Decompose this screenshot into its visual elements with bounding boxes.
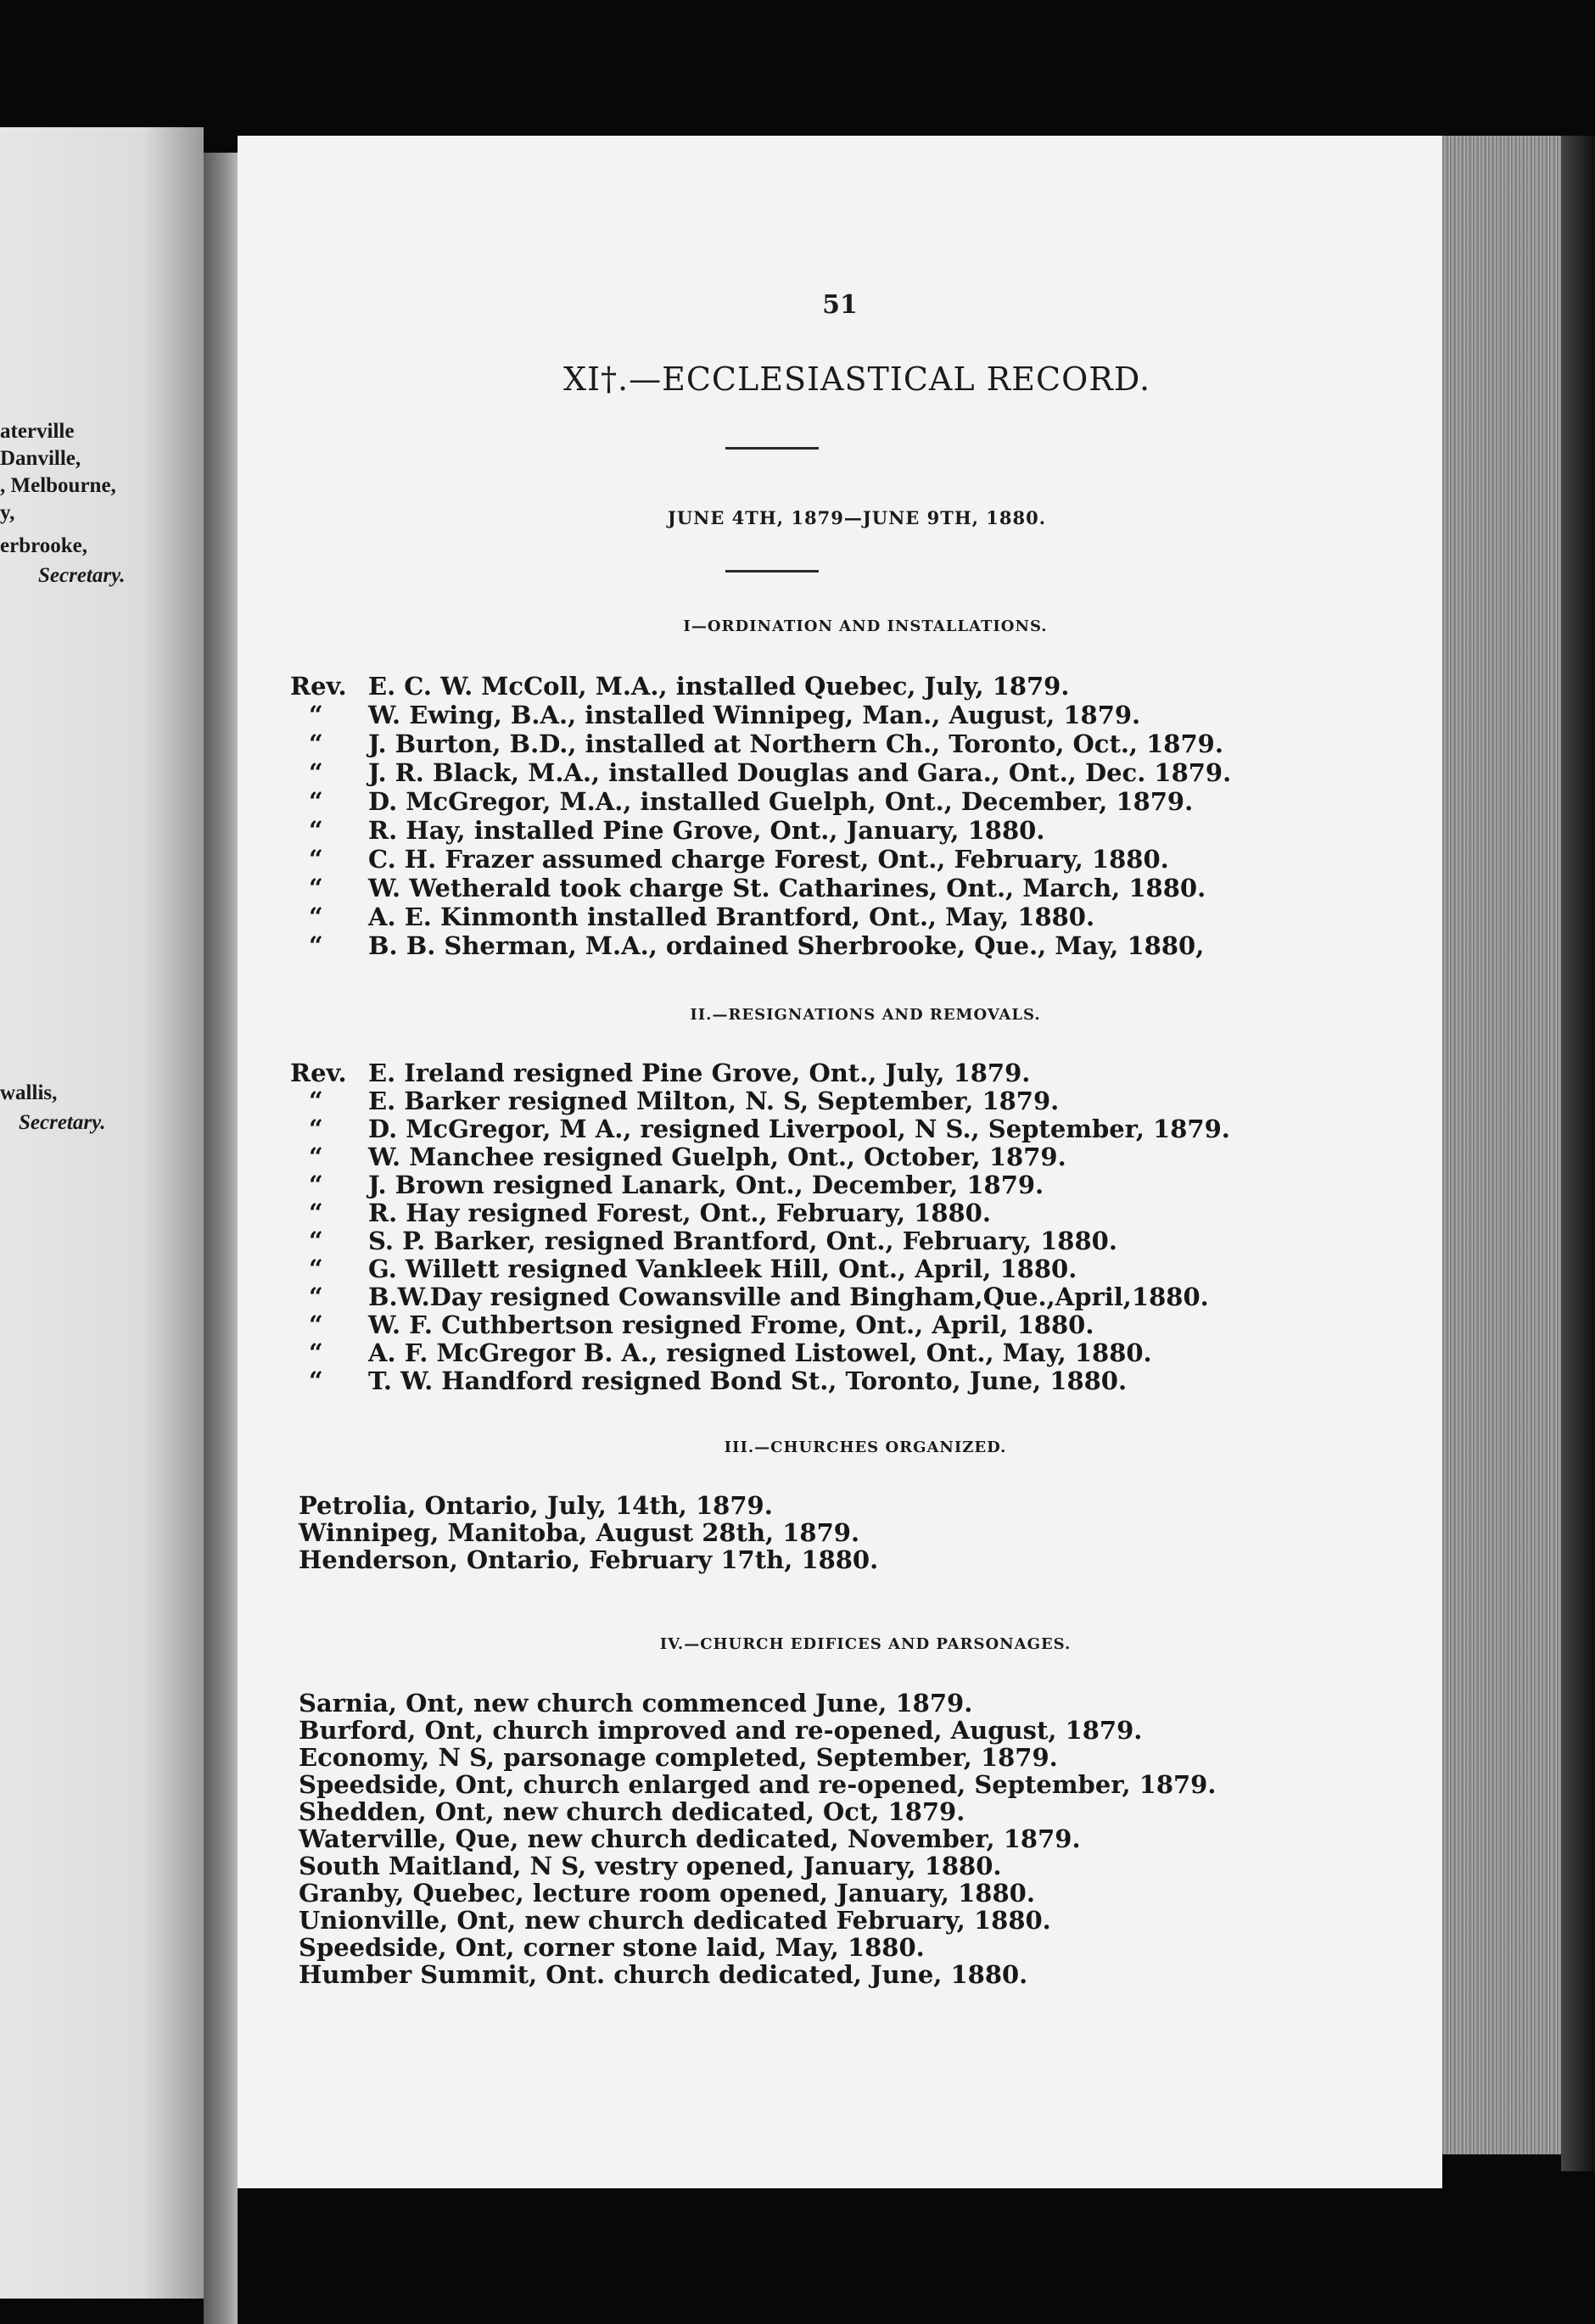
record-entry: “ J. Brown resigned Lanark, Ont., December, 1879. bbox=[290, 1170, 1044, 1199]
ditto-mark: “ bbox=[309, 816, 323, 845]
record-entry: Petrolia, Ontario, July, 14th, 1879. bbox=[299, 1491, 773, 1520]
ditto-mark: “ bbox=[309, 1254, 323, 1283]
record-entry: Burford, Ont, church improved and re-opened, August, 1879. bbox=[299, 1716, 1143, 1745]
ditto-mark: “ bbox=[309, 758, 323, 787]
record-entry: “ C. H. Frazer assumed charge Forest, Ont., February, 1880. bbox=[290, 845, 1169, 874]
record-entry: Shedden, Ont, new church dedicated, Oct, 1879. bbox=[299, 1797, 965, 1826]
ditto-mark: “ bbox=[309, 701, 323, 729]
record-entry: Unionville, Ont, new church dedicated February, 1880. bbox=[299, 1906, 1051, 1935]
record-entry: “ D. McGregor, M.A., installed Guelph, Ont., December, 1879. bbox=[290, 787, 1193, 816]
record-entry: “ J. Burton, B.D., installed at Northern Ch., Toronto, Oct., 1879. bbox=[290, 729, 1223, 758]
date-range: JUNE 4TH, 1879—JUNE 9TH, 1880. bbox=[667, 507, 1047, 528]
rev-prefix: Rev. bbox=[290, 1059, 347, 1087]
record-entry: Speedside, Ont, corner stone laid, May, 1880. bbox=[299, 1933, 925, 1962]
record-entry: “ W. Ewing, B.A., installed Winnipeg, Man., August, 1879. bbox=[290, 701, 1140, 729]
left-fragment: , Melbourne, bbox=[0, 474, 116, 497]
record-entry: “ R. Hay resigned Forest, Ont., February, 1880. bbox=[290, 1198, 991, 1227]
ditto-mark: “ bbox=[309, 1087, 323, 1115]
ditto-mark: “ bbox=[309, 1366, 323, 1395]
record-entry: “ D. McGregor, M A., resigned Liverpool, N S., September, 1879. bbox=[290, 1115, 1230, 1143]
record-entry: “ E. Barker resigned Milton, N. S, September, 1879. bbox=[290, 1087, 1059, 1115]
page-title: XI†.—ECCLESIASTICAL RECORD. bbox=[562, 360, 1151, 398]
record-entry: “ S. P. Barker, resigned Brantford, Ont., February, 1880. bbox=[290, 1226, 1117, 1255]
divider-rule bbox=[725, 447, 819, 450]
ditto-mark: “ bbox=[309, 729, 323, 758]
book-gutter bbox=[204, 153, 238, 2324]
ditto-mark: “ bbox=[309, 1282, 323, 1311]
ditto-mark: “ bbox=[309, 1338, 323, 1367]
section-heading: IV.—CHURCH EDIFICES AND PARSONAGES. bbox=[659, 1635, 1072, 1653]
record-entry: Rev. E. Ireland resigned Pine Grove, Ont., July, 1879. bbox=[290, 1059, 1031, 1087]
left-fragment: Secretary. bbox=[38, 564, 126, 587]
ditto-mark: “ bbox=[309, 1226, 323, 1255]
left-fragment: Danville, bbox=[0, 447, 81, 470]
record-entry: “ A. F. McGregor B. A., resigned Listowel, Ont., May, 1880. bbox=[290, 1338, 1152, 1367]
ditto-mark: “ bbox=[309, 1142, 323, 1171]
ditto-mark: “ bbox=[309, 1115, 323, 1143]
divider-rule bbox=[725, 570, 819, 573]
left-fragment: aterville bbox=[0, 420, 75, 443]
record-entry: “ W. Manchee resigned Guelph, Ont., October, 1879. bbox=[290, 1142, 1066, 1171]
left-fragment: wallis, bbox=[0, 1081, 58, 1104]
record-entry: Henderson, Ontario, February 17th, 1880. bbox=[299, 1545, 879, 1574]
record-entry: “ W. F. Cuthbertson resigned Frome, Ont., April, 1880. bbox=[290, 1310, 1094, 1339]
ditto-mark: “ bbox=[309, 1170, 323, 1199]
ditto-mark: “ bbox=[309, 1198, 323, 1227]
ditto-mark: “ bbox=[309, 931, 323, 960]
left-fragment: erbrooke, bbox=[0, 534, 87, 557]
record-entry: “ B. B. Sherman, M.A., ordained Sherbrooke, Que., May, 1880, bbox=[290, 931, 1204, 960]
record-entry: “ T. W. Handford resigned Bond St., Toronto, June, 1880. bbox=[290, 1366, 1127, 1395]
left-page bbox=[0, 127, 204, 2299]
record-entry: Rev. E. C. W. McColl, M.A., installed Quebec, July, 1879. bbox=[290, 672, 1070, 701]
section-heading: I—ORDINATION AND INSTALLATIONS. bbox=[683, 617, 1048, 635]
record-entry: South Maitland, N S, vestry opened, January, 1880. bbox=[299, 1852, 1002, 1880]
record-entry: Economy, N S, parsonage completed, September, 1879. bbox=[299, 1743, 1058, 1772]
record-entry: Sarnia, Ont, new church commenced June, 1879. bbox=[299, 1689, 973, 1718]
record-entry: Winnipeg, Manitoba, August 28th, 1879. bbox=[299, 1518, 860, 1547]
record-entry: “ W. Wetherald took charge St. Catharines, Ont., March, 1880. bbox=[290, 874, 1206, 902]
left-fragment: y, bbox=[0, 501, 15, 524]
left-fragment: Secretary. bbox=[19, 1111, 106, 1134]
record-entry: “ B.W.Day resigned Cowansville and Bingham,Que.,April,1880. bbox=[290, 1282, 1209, 1311]
record-entry: “ G. Willett resigned Vankleek Hill, Ont., April, 1880. bbox=[290, 1254, 1077, 1283]
record-entry: Granby, Quebec, lecture room opened, January, 1880. bbox=[299, 1879, 1035, 1908]
book-shadow bbox=[1561, 136, 1595, 2171]
ditto-mark: “ bbox=[309, 874, 323, 902]
record-entry: “ J. R. Black, M.A., installed Douglas and Gara., Ont., Dec. 1879. bbox=[290, 758, 1231, 787]
record-entry: Humber Summit, Ont. church dedicated, June, 1880. bbox=[299, 1960, 1028, 1989]
page-number: 51 bbox=[822, 290, 858, 320]
ditto-mark: “ bbox=[309, 1310, 323, 1339]
record-entry: “ A. E. Kinmonth installed Brantford, Ont., May, 1880. bbox=[290, 902, 1094, 931]
section-heading: II.—RESIGNATIONS AND REMOVALS. bbox=[690, 1006, 1041, 1024]
page-edges bbox=[1442, 136, 1561, 2154]
record-entry: Speedside, Ont, church enlarged and re-opened, September, 1879. bbox=[299, 1770, 1217, 1799]
ditto-mark: “ bbox=[309, 845, 323, 874]
section-heading: III.—CHURCHES ORGANIZED. bbox=[724, 1439, 1007, 1456]
ditto-mark: “ bbox=[309, 787, 323, 816]
right-page bbox=[238, 136, 1442, 2188]
record-entry: “ R. Hay, installed Pine Grove, Ont., January, 1880. bbox=[290, 816, 1044, 845]
record-entry: Waterville, Que, new church dedicated, November, 1879. bbox=[299, 1824, 1081, 1853]
rev-prefix: Rev. bbox=[290, 672, 347, 701]
ditto-mark: “ bbox=[309, 902, 323, 931]
